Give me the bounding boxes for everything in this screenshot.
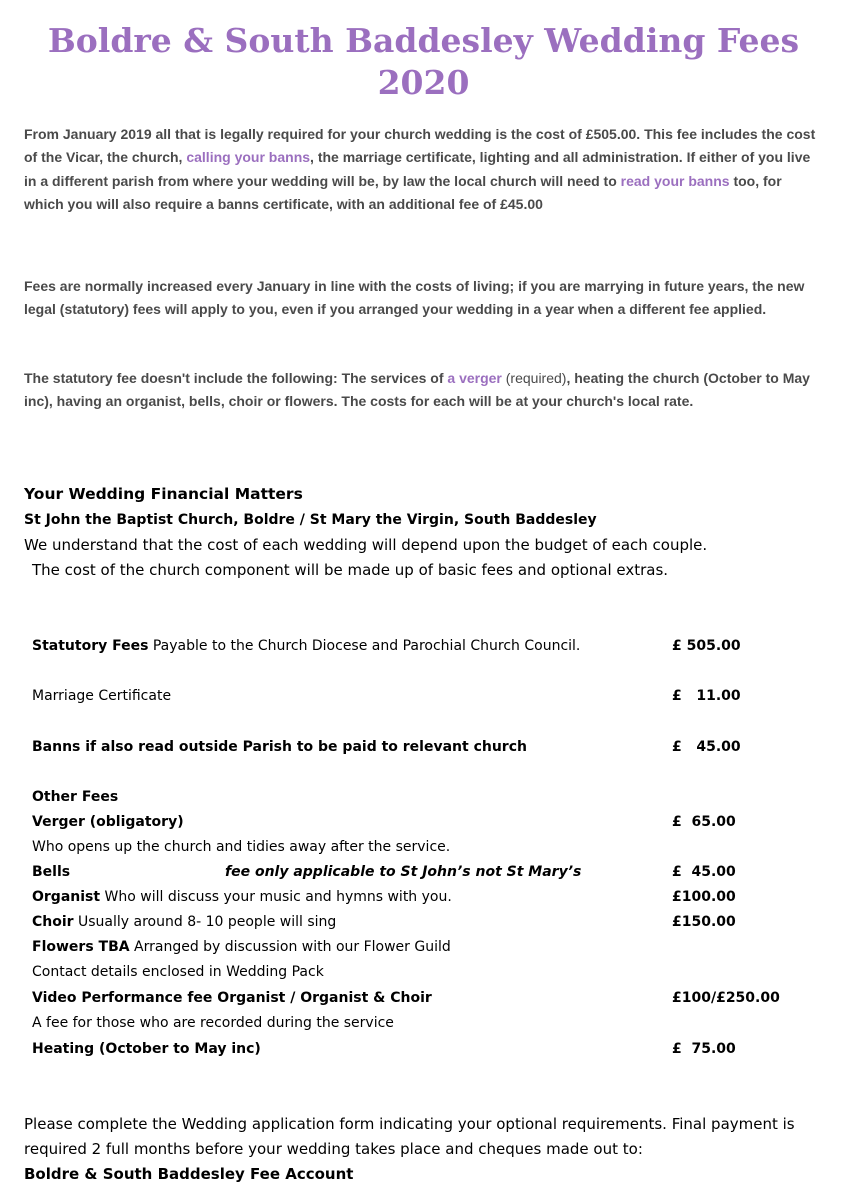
- intro-text: From January 2019 all that is legally required for your church wedding is the cost of £505.00. This fee includes the cost of the Vicar, the church,: [24, 126, 816, 166]
- read-banns-link[interactable]: read your banns: [620, 172, 730, 189]
- fee-row-verger: Verger (obligatory): [32, 814, 184, 830]
- intro-paragraph-increase: Fees are normally increased every January in line with the costs of living; if you are marrying in future years, the new legal (statutory) fees will apply to you, even if you arranged your wedding in a year when a different fee applied.: [24, 278, 805, 318]
- fee-label: Flowers TBA: [32, 939, 130, 955]
- fee-desc: Who opens up the church and tidies away after the service.: [32, 839, 451, 855]
- churches-subheading: St John the Baptist Church, Boldre / St Mary the Virgin, South Baddesley: [24, 512, 597, 528]
- intro-text: (required): [501, 370, 567, 386]
- fee-label: Organist: [32, 889, 101, 905]
- fee-desc: Who will discuss your music and hymns with you.: [100, 889, 452, 905]
- fee-price: £100/£250.00: [672, 990, 780, 1006]
- fee-row-statutory: [32, 634, 580, 659]
- intro-text: The statutory fee doesn't include the following: The services of: [24, 370, 448, 386]
- closing-text: Please complete the Wedding application form indicating your optional requirements. Final payment is: [24, 1115, 795, 1133]
- fee-price: £ 505.00: [672, 638, 741, 654]
- fee-price: £ 75.00: [672, 1041, 736, 1057]
- fee-row-organist: [32, 885, 452, 910]
- fee-row-flowers: [32, 935, 451, 960]
- fee-row-video: Video Performance fee Organist / Organist & Choir: [32, 990, 432, 1006]
- fee-desc: A fee for those who are recorded during the service: [32, 1015, 394, 1031]
- fee-price: £ 65.00: [672, 814, 736, 830]
- intro-text: too, for which you will also require a banns certificate, with an additional fee of £45.00: [24, 172, 782, 213]
- fee-row-bells: Bells: [32, 864, 71, 880]
- intro-paragraph-legal: [24, 123, 824, 217]
- intro-text: , heating the church (October to May inc), having an organist, bells, choir or flowers. The costs for each will be at your church's local rate.: [24, 370, 810, 410]
- fee-price: £150.00: [672, 914, 736, 930]
- closing-text: required 2 full months before your wedding takes place and cheques made out to:: [24, 1140, 643, 1158]
- section-text: We understand that the cost of each wedding will depend upon the budget of each couple.: [24, 536, 708, 554]
- fee-desc: Arranged by discussion with our Flower Guild: [129, 939, 451, 955]
- section-text: The cost of the church component will be made up of basic fees and optional extras.: [32, 561, 669, 579]
- calling-banns-link[interactable]: calling your banns: [186, 149, 311, 166]
- fee-price: £100.00: [672, 889, 736, 905]
- fee-desc: Contact details enclosed in Wedding Pack: [32, 964, 324, 980]
- fee-label: Statutory Fees: [32, 638, 149, 654]
- fee-label: Choir: [32, 914, 74, 930]
- intro-paragraph-exclusions: [24, 367, 824, 414]
- fee-row-banns: Banns if also read outside Parish to be paid to relevant church: [32, 739, 527, 755]
- account-name: Boldre & South Baddesley Fee Account: [24, 1165, 354, 1183]
- fee-desc: Usually around 8- 10 people will sing: [73, 914, 337, 930]
- other-fees-heading: Other Fees: [32, 789, 119, 805]
- page-title: Boldre & South Baddesley Wedding Fees: [47, 21, 800, 60]
- fee-desc: Payable to the Church Diocese and Parochial Church Council.: [148, 638, 581, 654]
- fee-price: £ 45.00: [672, 864, 736, 880]
- fee-row-choir: [32, 910, 336, 935]
- fee-price: £ 45.00: [672, 739, 741, 755]
- page-title-year: 2020: [377, 63, 470, 102]
- verger-link[interactable]: a verger: [447, 370, 502, 386]
- fee-row-heating: Heating (October to May inc): [32, 1041, 261, 1057]
- section-heading: Your Wedding Financial Matters: [24, 485, 303, 503]
- fee-row-certificate: Marriage Certificate: [32, 688, 172, 704]
- bells-note: fee only applicable to St John’s not St Mary’s: [225, 864, 582, 880]
- fee-price: £ 11.00: [672, 688, 741, 704]
- intro-text: , the marriage certificate, lighting and all administration. If either of you live in a different parish from where your wedding will be, by law the local church will need to: [24, 149, 811, 189]
